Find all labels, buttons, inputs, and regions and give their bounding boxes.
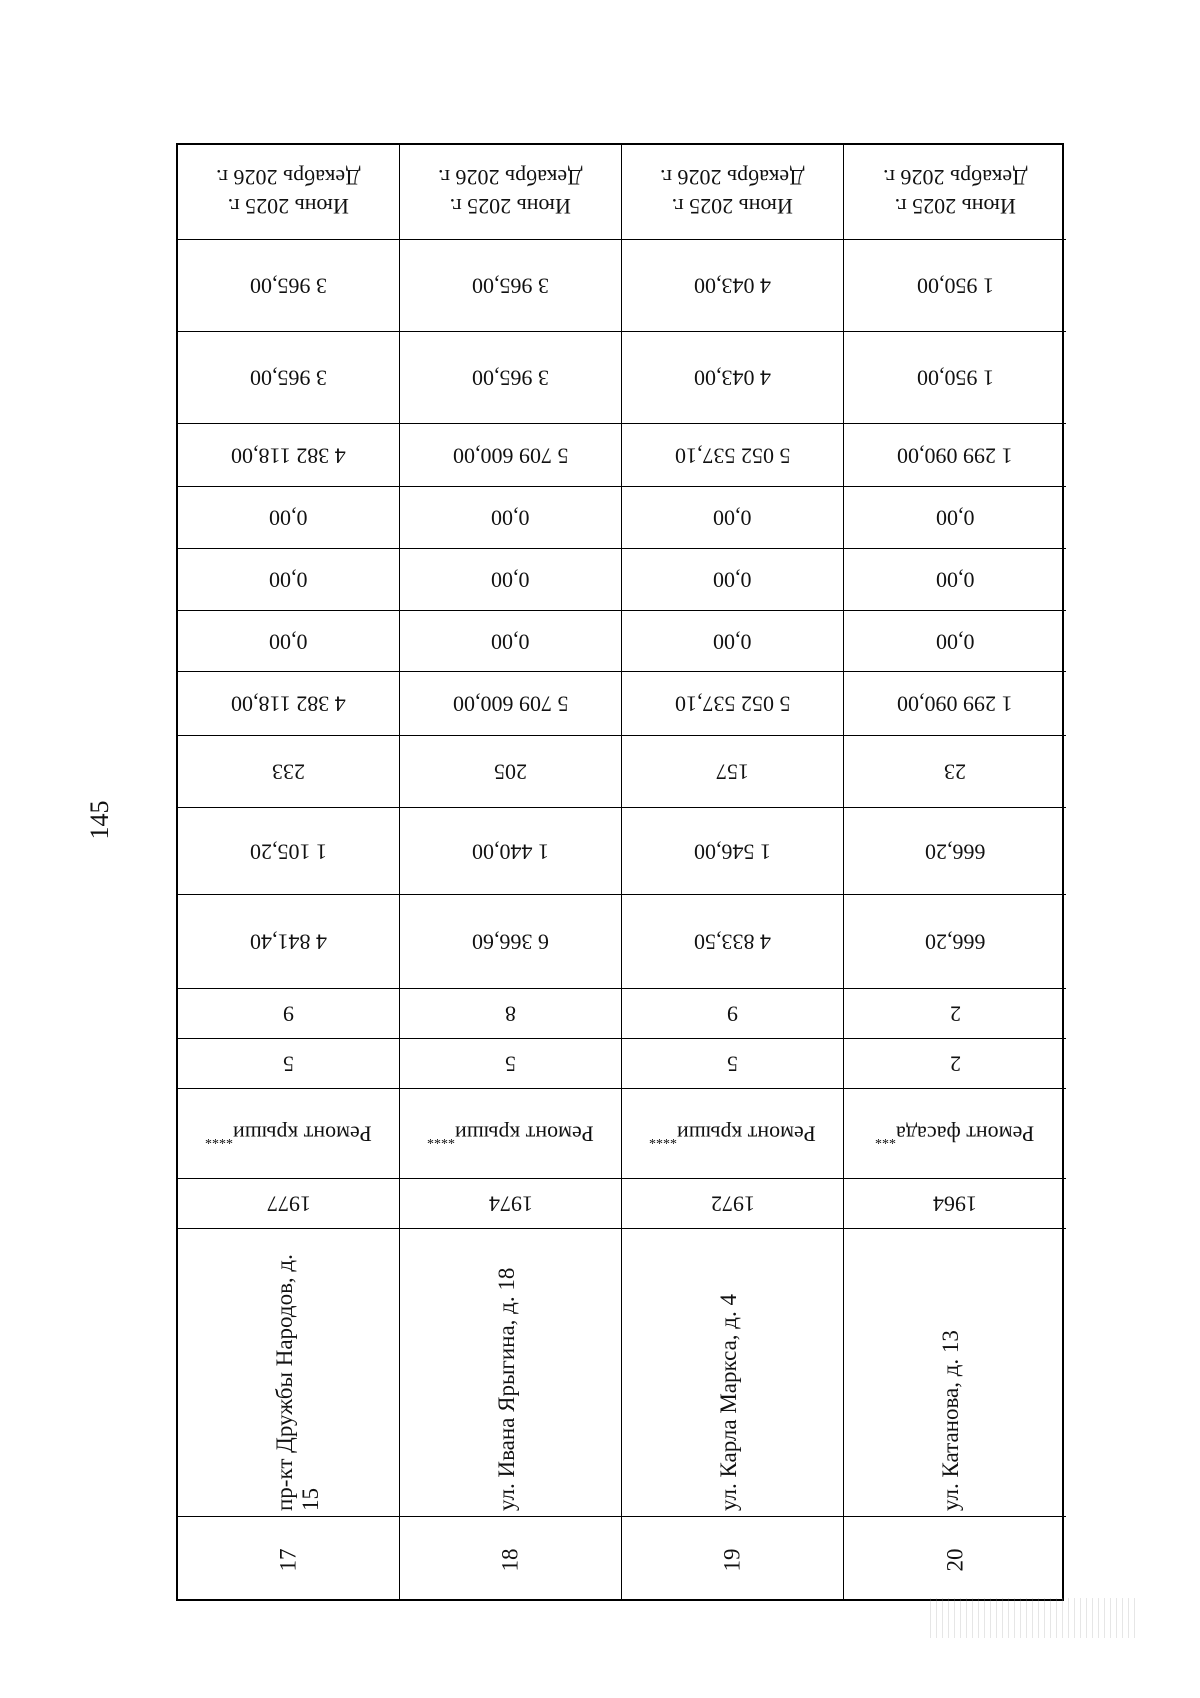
c1-value: 5 bbox=[505, 1051, 516, 1077]
c1-cell bbox=[400, 1039, 621, 1089]
cost-total2-cell bbox=[178, 672, 399, 736]
c2-value: 8 bbox=[505, 1001, 516, 1027]
z1-value: 0,00 bbox=[491, 505, 530, 531]
work-type-cell bbox=[622, 1089, 843, 1179]
area2-value: 1 105,20 bbox=[250, 839, 327, 865]
z3-cell bbox=[844, 611, 1066, 672]
work-type-footnote-mark: **** bbox=[205, 1131, 234, 1147]
z3-value: 0,00 bbox=[269, 629, 308, 655]
address: ул. Катанова, д. 13 bbox=[938, 1330, 963, 1511]
year-cell bbox=[844, 1179, 1066, 1229]
c2-value: 9 bbox=[283, 1001, 294, 1027]
cost-total2-value: 1 299 090,00 bbox=[897, 691, 1013, 717]
cost-total-cell bbox=[622, 424, 843, 487]
c1-value: 2 bbox=[949, 1051, 961, 1077]
repair-schedule-table bbox=[176, 143, 1064, 1601]
z1-value: 0,00 bbox=[935, 505, 975, 531]
c1-cell bbox=[844, 1039, 1066, 1089]
period-cell bbox=[844, 145, 1066, 240]
work-type-cell bbox=[178, 1089, 399, 1179]
price1-cell bbox=[178, 332, 399, 424]
cost-total2-value: 5 709 600,00 bbox=[452, 691, 569, 717]
period-start: Июнь 2025 г. bbox=[671, 194, 794, 220]
cost-total-value: 5 052 537,10 bbox=[674, 443, 791, 469]
work-type: Ремонт крыши bbox=[455, 1121, 594, 1147]
c1-value: 5 bbox=[283, 1051, 294, 1077]
address-cell bbox=[178, 1229, 399, 1517]
z3-value: 0,00 bbox=[491, 629, 530, 655]
work-type-cell bbox=[400, 1089, 621, 1179]
z3-value: 0,00 bbox=[935, 629, 975, 655]
price1-value: 3 965,00 bbox=[472, 365, 549, 391]
z1-cell bbox=[178, 487, 399, 549]
area1-cell bbox=[622, 895, 843, 989]
z1-cell bbox=[622, 487, 843, 549]
row-number: 20 bbox=[942, 1548, 967, 1572]
price2-value: 3 965,00 bbox=[472, 273, 549, 299]
row-number-cell bbox=[622, 1517, 843, 1603]
object-column-18 bbox=[400, 145, 622, 1599]
z2-cell bbox=[844, 549, 1066, 611]
address-cell bbox=[400, 1229, 621, 1517]
area1-value: 4 841,40 bbox=[250, 929, 327, 955]
area1-value: 4 833,50 bbox=[694, 929, 771, 955]
object-column-20 bbox=[844, 145, 1066, 1599]
z2-value: 0,00 bbox=[269, 567, 308, 593]
z1-cell bbox=[400, 487, 621, 549]
area2-cell bbox=[400, 808, 621, 895]
z3-value: 0,00 bbox=[713, 629, 752, 655]
area1-cell bbox=[400, 895, 621, 989]
address: ул. Ивана Ярыгина, д. 18 bbox=[494, 1267, 519, 1511]
count-value: 233 bbox=[272, 759, 305, 785]
address: ул. Карла Маркса, д. 4 bbox=[716, 1293, 741, 1511]
year-value: 1974 bbox=[488, 1191, 533, 1217]
z1-value: 0,00 bbox=[713, 505, 752, 531]
area2-value: 666,20 bbox=[924, 839, 986, 865]
price1-cell bbox=[400, 332, 621, 424]
year-value: 1964 bbox=[933, 1191, 977, 1217]
address-cell bbox=[844, 1229, 1066, 1517]
row-number-cell bbox=[844, 1517, 1066, 1603]
cost-total2-cell bbox=[400, 672, 621, 736]
c1-value: 5 bbox=[727, 1051, 738, 1077]
object-column-17 bbox=[178, 145, 400, 1599]
count-value: 157 bbox=[716, 759, 749, 785]
z2-value: 0,00 bbox=[713, 567, 752, 593]
area1-value: 6 366,60 bbox=[472, 929, 549, 955]
price1-value: 1 950,00 bbox=[916, 365, 994, 391]
work-type: Ремонт крыши bbox=[677, 1121, 816, 1147]
row-number-cell bbox=[178, 1517, 399, 1603]
z1-cell bbox=[844, 487, 1066, 549]
period-start: Июнь 2025 г. bbox=[227, 194, 350, 220]
price2-cell bbox=[178, 240, 399, 332]
c1-cell bbox=[622, 1039, 843, 1089]
address-cell bbox=[622, 1229, 843, 1517]
work-type-cell bbox=[844, 1089, 1066, 1179]
c2-cell bbox=[178, 989, 399, 1039]
price2-cell bbox=[400, 240, 621, 332]
count-cell bbox=[622, 736, 843, 808]
cost-total-value: 4 382 118,00 bbox=[231, 443, 346, 469]
z2-cell bbox=[622, 549, 843, 611]
area2-value: 1 546,00 bbox=[694, 839, 771, 865]
work-type-footnote-mark: **** bbox=[649, 1131, 678, 1147]
object-column-19 bbox=[622, 145, 844, 1599]
work-type-footnote-mark: **** bbox=[427, 1131, 456, 1147]
z2-value: 0,00 bbox=[935, 567, 975, 593]
cost-total-value: 1 299 090,00 bbox=[897, 443, 1013, 469]
c2-cell bbox=[844, 989, 1066, 1039]
area2-cell bbox=[622, 808, 843, 895]
count-value: 23 bbox=[944, 759, 966, 785]
z2-cell bbox=[178, 549, 399, 611]
cost-total2-cell bbox=[622, 672, 843, 736]
c1-cell bbox=[178, 1039, 399, 1089]
price1-cell bbox=[844, 332, 1066, 424]
work-type: Ремонт фасада bbox=[896, 1121, 1035, 1147]
c2-cell bbox=[400, 989, 621, 1039]
row-number-cell bbox=[400, 1517, 621, 1603]
period-end: Декабрь 2026 г. bbox=[660, 166, 805, 191]
z1-value: 0,00 bbox=[269, 505, 308, 531]
address: пр-кт Дружбы Народов, д. 15 bbox=[272, 1254, 323, 1511]
period-start: Июнь 2025 г. bbox=[449, 194, 572, 220]
price1-value: 3 965,00 bbox=[250, 365, 327, 391]
cost-total2-cell bbox=[844, 672, 1066, 736]
area2-cell bbox=[178, 808, 399, 895]
area1-cell bbox=[178, 895, 399, 989]
count-value: 205 bbox=[494, 759, 527, 785]
area2-cell bbox=[844, 808, 1066, 895]
work-type-footnote-mark: *** bbox=[875, 1131, 897, 1147]
year-value: 1977 bbox=[266, 1191, 311, 1217]
price2-cell bbox=[622, 240, 843, 332]
cost-total2-value: 4 382 118,00 bbox=[231, 691, 346, 717]
price2-value: 4 043,00 bbox=[694, 273, 771, 299]
z3-cell bbox=[400, 611, 621, 672]
period-end: Декабрь 2026 г. bbox=[216, 166, 361, 191]
price1-value: 4 043,00 bbox=[694, 365, 771, 391]
area2-value: 1 440,00 bbox=[472, 839, 549, 865]
count-cell bbox=[400, 736, 621, 808]
price1-cell bbox=[622, 332, 843, 424]
price2-cell bbox=[844, 240, 1066, 332]
period-cell bbox=[400, 145, 621, 240]
work-type: Ремонт крыши bbox=[233, 1121, 372, 1147]
period-cell bbox=[622, 145, 843, 240]
cost-total-value: 5 709 600,00 bbox=[452, 443, 569, 469]
z2-cell bbox=[400, 549, 621, 611]
cost-total-cell bbox=[178, 424, 399, 487]
period-cell bbox=[178, 145, 399, 240]
cost-total-cell bbox=[400, 424, 621, 487]
c2-value: 9 bbox=[727, 1001, 738, 1027]
area1-value: 666,20 bbox=[924, 929, 986, 955]
price2-value: 1 950,00 bbox=[916, 273, 994, 299]
year-cell bbox=[400, 1179, 621, 1229]
period-start: Июнь 2025 г. bbox=[894, 194, 1016, 220]
z3-cell bbox=[178, 611, 399, 672]
count-cell bbox=[844, 736, 1066, 808]
year-cell bbox=[622, 1179, 843, 1229]
z3-cell bbox=[622, 611, 843, 672]
period-end: Декабрь 2026 г. bbox=[882, 166, 1028, 191]
page-number: 145 bbox=[85, 800, 114, 840]
count-cell bbox=[178, 736, 399, 808]
year-value: 1972 bbox=[710, 1191, 755, 1217]
area1-cell bbox=[844, 895, 1066, 989]
scan-artifact bbox=[930, 1598, 1140, 1638]
price2-value: 3 965,00 bbox=[250, 273, 327, 299]
row-number: 18 bbox=[497, 1548, 523, 1572]
year-cell bbox=[178, 1179, 399, 1229]
c2-value: 2 bbox=[949, 1001, 961, 1027]
z2-value: 0,00 bbox=[491, 567, 530, 593]
c2-cell bbox=[622, 989, 843, 1039]
cost-total2-value: 5 052 537,10 bbox=[674, 691, 791, 717]
cost-total-cell bbox=[844, 424, 1066, 487]
row-number: 19 bbox=[719, 1548, 745, 1572]
row-number: 17 bbox=[275, 1548, 301, 1572]
period-end: Декабрь 2026 г. bbox=[438, 166, 583, 191]
